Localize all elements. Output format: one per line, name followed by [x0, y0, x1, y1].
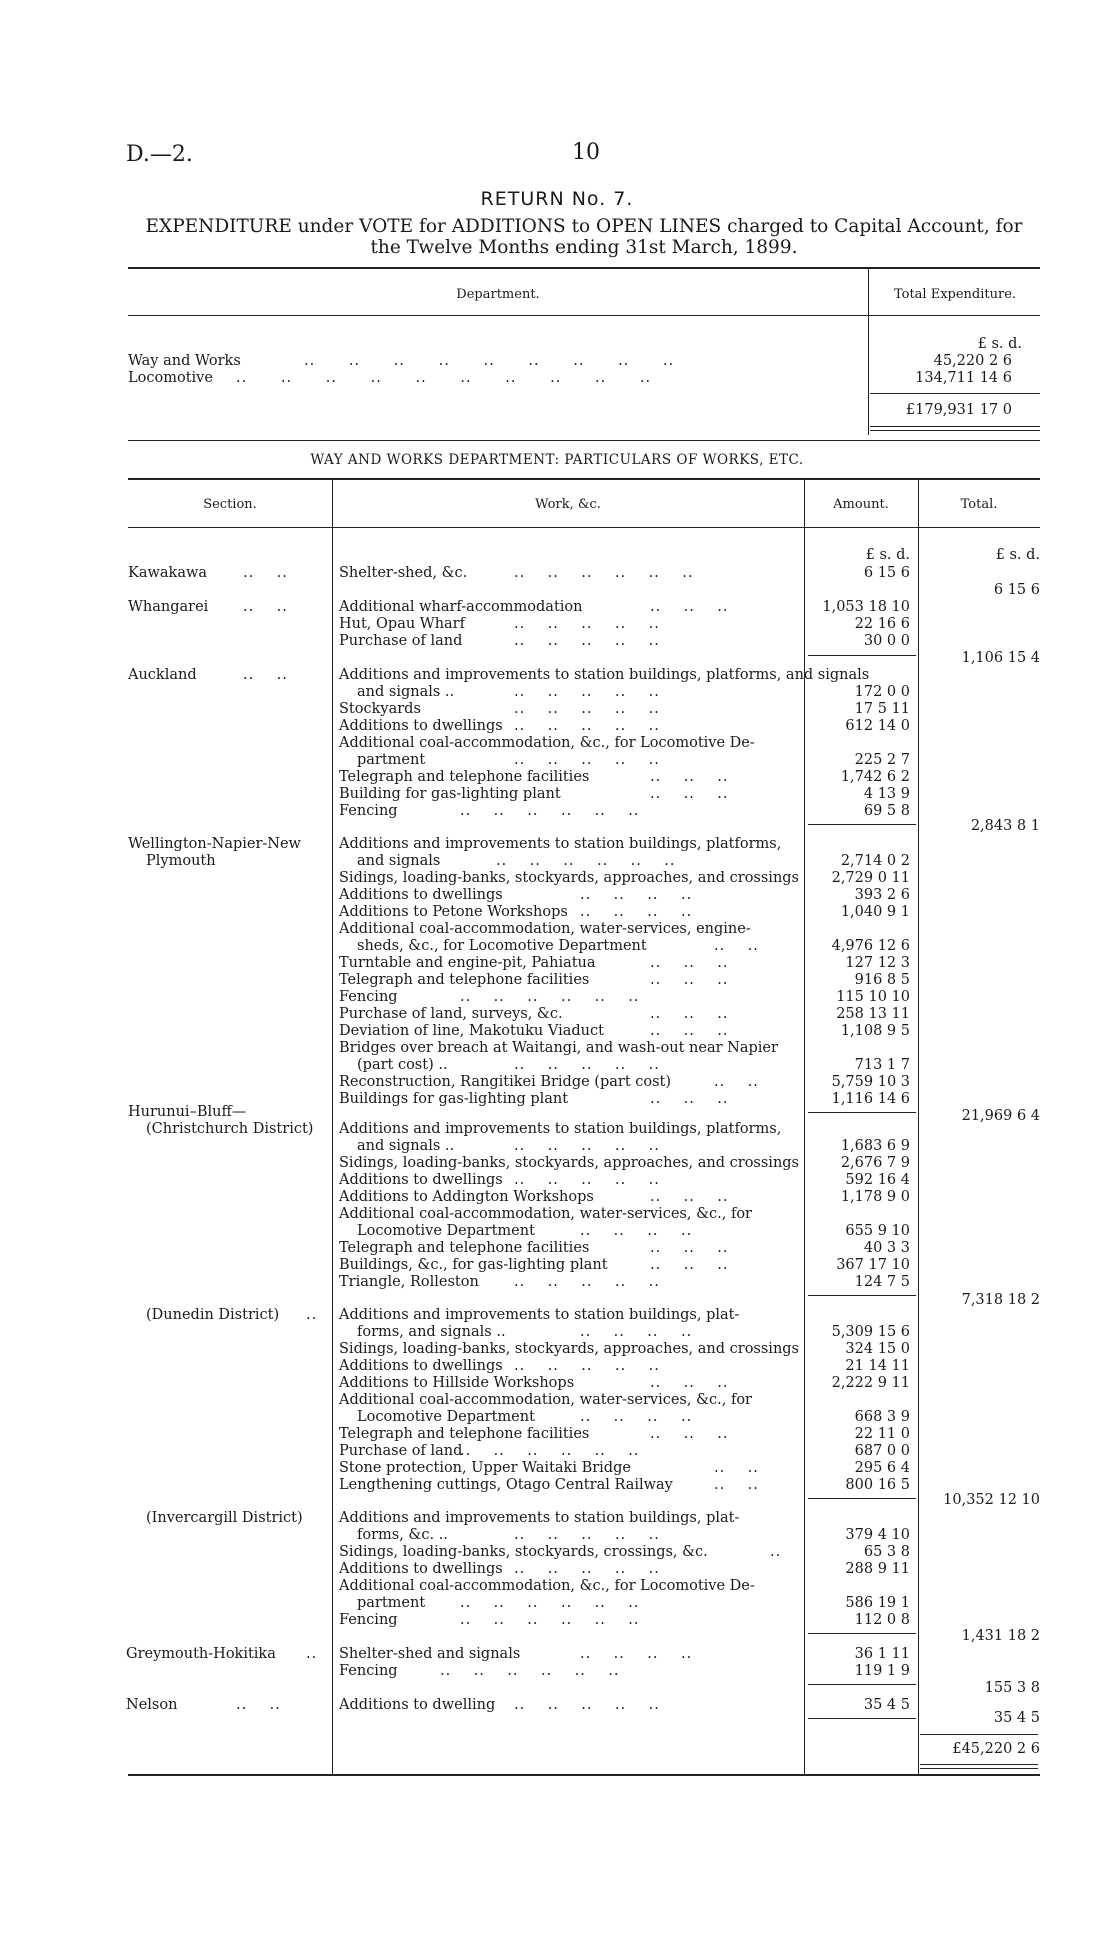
work-item: Telegraph and telephone facilities [339, 1426, 590, 1442]
work-item: Turntable and engine-pit, Pahiatua [339, 955, 596, 971]
section-name: (Dunedin District) [146, 1307, 280, 1323]
summary-total-rule [870, 430, 1040, 431]
subtotal-rule [808, 1718, 916, 1719]
subtotal-rule [808, 824, 916, 825]
section-name: Hurunui–Bluff— [128, 1104, 247, 1120]
leader-dots: .. .. [243, 667, 288, 683]
amount-value: 127 12 3 [845, 955, 910, 971]
amount-value: 2,714 0 2 [840, 853, 910, 869]
work-item-continuation: partment [357, 1595, 426, 1611]
work-item: Fencing [339, 1612, 398, 1628]
work-item: Buildings for gas-lighting plant [339, 1091, 569, 1107]
amount-value: 1,040 9 1 [840, 904, 910, 920]
work-item: Additions to dwellings [339, 1172, 503, 1188]
amount-value: 655 9 10 [845, 1223, 910, 1239]
leader-dots: .. .. .. [650, 972, 729, 988]
return-title: RETURN No. 7. [480, 188, 634, 210]
leader-dots: .. [306, 1646, 318, 1662]
work-item-continuation: (part cost) .. [357, 1057, 448, 1073]
amount-value: 21 14 11 [845, 1358, 910, 1374]
section-total: 7,318 18 2 [961, 1292, 1040, 1308]
summary-divider [868, 267, 869, 435]
amount-value: 612 14 0 [845, 718, 910, 734]
leader-dots: .. .. .. .. .. [514, 1561, 660, 1577]
leader-dots: .. .. .. [650, 1189, 729, 1205]
leader-dots: .. .. .. .. .. [514, 616, 660, 632]
work-item: Telegraph and telephone facilities [339, 1240, 590, 1256]
leader-dots: .. .. .. .. .. [514, 1057, 660, 1073]
work-item: Additions and improvements to station buildings, platforms, [339, 1121, 782, 1137]
summary-row-amount: 45,220 2 6 [933, 353, 1012, 369]
page-number: 10 [572, 140, 600, 165]
amount-value: 586 19 1 [845, 1595, 910, 1611]
amount-value: 112 0 8 [854, 1612, 910, 1628]
leader-dots: .. .. .. .. [580, 887, 693, 903]
leader-dots: .. .. [714, 1460, 759, 1476]
amount-value: 288 9 11 [845, 1561, 910, 1577]
details-top-rule [128, 478, 1040, 480]
amount-value: 69 5 8 [863, 803, 910, 819]
leader-dots: .. .. .. [650, 1006, 729, 1022]
amount-value: 6 15 6 [863, 565, 910, 581]
details-header-rule [128, 527, 1040, 528]
work-item: Reconstruction, Rangitikei Bridge (part cost) [339, 1074, 672, 1090]
leader-dots: .. .. .. [650, 599, 729, 615]
leader-dots: .. .. .. .. .. [514, 1358, 660, 1374]
total-header: Total. [960, 497, 998, 512]
amount-value: 36 1 11 [854, 1646, 910, 1662]
section-name-continuation: (Christchurch District) [146, 1121, 314, 1137]
leader-dots: .. .. .. .. .. .. [460, 1612, 640, 1628]
summary-department-header: Department. [456, 287, 540, 302]
work-item: Shelter-shed and signals [339, 1646, 521, 1662]
amount-value: 592 16 4 [845, 1172, 910, 1188]
section-total: 35 4 5 [993, 1710, 1040, 1726]
work-item: Lengthening cuttings, Otago Central Railway [339, 1477, 673, 1493]
summary-bottom-rule [128, 440, 1040, 441]
section-total: 1,431 18 2 [961, 1628, 1040, 1644]
section-name: Greymouth-Hokitika [126, 1646, 276, 1662]
leader-dots: .. .. .. [650, 1091, 729, 1107]
summary-currency-header: £ s. d. [977, 336, 1022, 352]
amount-value: 367 17 10 [836, 1257, 910, 1273]
work-item: Additional coal-accommodation, water-services, &c., for [339, 1206, 752, 1222]
subtotal-rule [808, 1112, 916, 1113]
leader-dots: .. .. [714, 938, 759, 954]
amount-value: 1,108 9 5 [840, 1023, 910, 1039]
section-total: 1,106 15 4 [961, 650, 1040, 666]
leader-dots: .. .. .. [650, 1240, 729, 1256]
work-item: Additional coal-accommodation, water-services, engine- [339, 921, 751, 937]
section-name: Kawakawa [128, 565, 208, 581]
leader-dots: .. .. .. .. .. [514, 1274, 660, 1290]
leader-dots: .. .. .. .. .. .. [460, 989, 640, 1005]
work-item-continuation: and signals .. [357, 684, 455, 700]
leader-dots: .. .. .. .. [580, 1646, 693, 1662]
work-item: Additions to dwellings [339, 1358, 503, 1374]
leader-dots: .. .. .. .. .. [514, 684, 660, 700]
leader-dots: .. .. .. .. .. .. [460, 1443, 640, 1459]
expenditure-title: EXPENDITURE under VOTE for ADDITIONS to OPEN LINES charged to Capital Account, for the Twelve Months ending 31st March, 1899. [145, 216, 1023, 258]
section-total: 21,969 6 4 [961, 1108, 1040, 1124]
leader-dots: .. .. .. [650, 786, 729, 802]
work-item: Additional coal-accommodation, water-services, &c., for [339, 1392, 752, 1408]
work-item: Purchase of land [339, 1443, 463, 1459]
summary-grand-total: £179,931 17 0 [905, 402, 1012, 418]
section-column-divider [332, 479, 333, 1775]
amount-header: Amount. [833, 497, 889, 512]
amount-value: 379 4 10 [845, 1527, 910, 1543]
work-item: Triangle, Rolleston [339, 1274, 479, 1290]
amount-value: 258 13 11 [836, 1006, 910, 1022]
amount-value: 1,742 6 2 [840, 769, 910, 785]
work-item: Additions to Addington Workshops [339, 1189, 594, 1205]
amount-value: 1,178 9 0 [840, 1189, 910, 1205]
work-item: Purchase of land [339, 633, 463, 649]
amount-value: 668 3 9 [854, 1409, 910, 1425]
leader-dots: .. .. .. [650, 1257, 729, 1273]
amount-value: 2,222 9 11 [831, 1375, 910, 1391]
summary-total-header: Total Expenditure. [893, 287, 1017, 302]
work-item-continuation: and signals [357, 853, 441, 869]
leader-dots: .. .. .. .. [580, 904, 693, 920]
work-item: Additions and improvements to station buildings, plat- [339, 1307, 740, 1323]
work-item: Building for gas-lighting plant [339, 786, 561, 802]
work-item-continuation: Locomotive Department [357, 1223, 535, 1239]
section-total: 2,843 8 1 [970, 818, 1040, 834]
work-item: Sidings, loading-banks, stockyards, approaches, and crossings [339, 870, 799, 886]
work-item-continuation: forms, and signals .. [357, 1324, 506, 1340]
amount-value: 115 10 10 [836, 989, 910, 1005]
leader-dots: .. .. .. [650, 1426, 729, 1442]
leader-dots: .. .. .. .. [580, 1409, 693, 1425]
leader-dots: .. .. .. .. .. [514, 701, 660, 717]
work-item: Additions to dwellings [339, 718, 503, 734]
work-item: Additions to Hillside Workshops [339, 1375, 575, 1391]
section-total: 10,352 12 10 [943, 1492, 1040, 1508]
work-item: Fencing [339, 989, 398, 1005]
section-total: 155 3 8 [984, 1680, 1040, 1696]
section-name: Wellington-Napier-New [128, 836, 301, 852]
work-item: Additions and improvements to station buildings, platforms, and signals [339, 667, 870, 683]
work-item: Additional coal-accommodation, &c., for Locomotive De- [339, 1578, 755, 1594]
amount-value: 17 5 11 [854, 701, 910, 717]
leader-dots: .. .. .. [650, 955, 729, 971]
leader-dots: .. .. [243, 565, 288, 581]
amount-value: 35 4 5 [863, 1697, 910, 1713]
section-name: Whangarei [128, 599, 209, 615]
leader-dots: .. .. .. .. .. .. [440, 1663, 620, 1679]
leader-dots: .. [306, 1307, 318, 1323]
summary-row-department: Locomotive [128, 370, 213, 386]
section-name: Nelson [126, 1697, 178, 1713]
leader-dots: .. .. .. .. .. [514, 752, 660, 768]
amount-value: 225 2 7 [854, 752, 910, 768]
work-item: Telegraph and telephone facilities [339, 972, 590, 988]
work-item: Purchase of land, surveys, &c. [339, 1006, 563, 1022]
subtotal-rule [808, 1633, 916, 1634]
work-item: Shelter-shed, &c. [339, 565, 468, 581]
work-item-continuation: Locomotive Department [357, 1409, 535, 1425]
section-name: Auckland [128, 667, 197, 683]
leader-dots: .. .. .. .. .. [514, 1172, 660, 1188]
section-header: Section. [203, 497, 257, 512]
work-item: Stockyards [339, 701, 421, 717]
work-item-continuation: partment [357, 752, 426, 768]
amount-value: 124 7 5 [854, 1274, 910, 1290]
summary-top-rule [128, 267, 1040, 269]
amount-value: 2,676 7 9 [840, 1155, 910, 1171]
leader-dots: .. .. .. .. .. .. [460, 1595, 640, 1611]
leader-dots: .. .. [714, 1477, 759, 1493]
leader-dots: .. .. .. .. .. .. [460, 803, 640, 819]
work-item: Fencing [339, 803, 398, 819]
work-item-continuation: forms, &c. .. [357, 1527, 448, 1543]
grand-total: £45,220 2 6 [952, 1741, 1040, 1757]
work-item: Deviation of line, Makotuku Viaduct [339, 1023, 604, 1039]
particulars-caption: WAY AND WORKS DEPARTMENT: PARTICULARS OF WORKS, ETC. [310, 452, 804, 468]
work-item: Sidings, loading-banks, stockyards, approaches, and crossings [339, 1341, 799, 1357]
leader-dots: .. .. .. .. .. .. .. .. .. [304, 353, 675, 369]
work-item: Sidings, loading-banks, stockyards, crossings, &c. [339, 1544, 708, 1560]
amount-value: 713 1 7 [854, 1057, 910, 1073]
amount-value: 22 11 0 [854, 1426, 910, 1442]
leader-dots: .. .. .. .. .. [514, 1527, 660, 1543]
summary-header-rule [128, 315, 1040, 316]
work-item: Additions to dwelling [339, 1697, 496, 1713]
section-name-continuation: Plymouth [146, 853, 216, 869]
leader-dots: .. .. [236, 1697, 281, 1713]
amount-value: 22 16 6 [854, 616, 910, 632]
summary-row-department: Way and Works [128, 353, 241, 369]
leader-dots: .. .. .. .. .. .. [496, 853, 676, 869]
section-total: 6 15 6 [993, 582, 1040, 598]
document-code: D.—2. [126, 142, 193, 167]
work-item: Bridges over breach at Waitangi, and wash-out near Napier [339, 1040, 778, 1056]
leader-dots: .. .. .. .. [580, 1223, 693, 1239]
work-item: Hut, Opau Wharf [339, 616, 465, 632]
work-item-continuation: and signals .. [357, 1138, 455, 1154]
leader-dots: .. .. [243, 599, 288, 615]
amount-value: 687 0 0 [854, 1443, 910, 1459]
amount-currency-header: £ s. d. [865, 547, 910, 563]
amount-value: 800 16 5 [845, 1477, 910, 1493]
work-item: Sidings, loading-banks, stockyards, approaches, and crossings [339, 1155, 799, 1171]
work-item: Additions and improvements to station buildings, plat- [339, 1510, 740, 1526]
work-item-continuation: sheds, &c., for Locomotive Department [357, 938, 647, 954]
amount-value: 40 3 3 [863, 1240, 910, 1256]
total-currency-header: £ s. d. [995, 547, 1040, 563]
grand-total-rule [920, 1764, 1038, 1765]
work-item: Additions to dwellings [339, 1561, 503, 1577]
subtotal-rule [808, 655, 916, 656]
leader-dots: .. [770, 1544, 782, 1560]
summary-row-amount: 134,711 14 6 [915, 370, 1012, 386]
work-item: Additional coal-accommodation, &c., for Locomotive De- [339, 735, 755, 751]
amount-value: 30 0 0 [863, 633, 910, 649]
work-item: Additions and improvements to station buildings, platforms, [339, 836, 782, 852]
work-item: Additions to dwellings [339, 887, 503, 903]
amount-value: 916 8 5 [854, 972, 910, 988]
leader-dots: .. .. .. .. .. .. [514, 565, 694, 581]
work-item: Additions to Petone Workshops [339, 904, 568, 920]
grand-total-top-rule [920, 1734, 1038, 1735]
leader-dots: .. .. .. .. .. [514, 633, 660, 649]
subtotal-rule [808, 1498, 916, 1499]
leader-dots: .. .. .. .. .. [514, 1697, 660, 1713]
amount-value: 295 6 4 [854, 1460, 910, 1476]
work-header: Work, &c. [535, 497, 601, 512]
amount-column-divider [918, 479, 919, 1775]
amount-value: 172 0 0 [854, 684, 910, 700]
amount-value: 4 13 9 [863, 786, 910, 802]
work-item: Telegraph and telephone facilities [339, 769, 590, 785]
leader-dots: .. .. [714, 1074, 759, 1090]
amount-value: 324 15 0 [845, 1341, 910, 1357]
work-item: Stone protection, Upper Waitaki Bridge [339, 1460, 631, 1476]
leader-dots: .. .. .. [650, 1023, 729, 1039]
work-item: Buildings, &c., for gas-lighting plant [339, 1257, 608, 1273]
amount-value: 393 2 6 [854, 887, 910, 903]
amount-value: 4,976 12 6 [831, 938, 910, 954]
grand-total-rule [920, 1768, 1038, 1769]
amount-value: 1,683 6 9 [840, 1138, 910, 1154]
subtotal-rule [808, 1684, 916, 1685]
subtotal-rule [808, 1295, 916, 1296]
amount-value: 119 1 9 [854, 1663, 910, 1679]
summary-total-rule [870, 426, 1040, 427]
work-item: Additional wharf-accommodation [339, 599, 583, 615]
leader-dots: .. .. .. .. .. [514, 718, 660, 734]
work-item: Fencing [339, 1663, 398, 1679]
section-name: (Invercargill District) [146, 1510, 303, 1526]
leader-dots: .. .. .. .. .. .. .. .. .. .. [236, 370, 652, 386]
leader-dots: .. .. .. [650, 1375, 729, 1391]
amount-value: 5,309 15 6 [831, 1324, 910, 1340]
summary-subtotal-rule [870, 393, 1040, 394]
amount-value: 1,053 18 10 [822, 599, 910, 615]
amount-value: 1,116 14 6 [831, 1091, 910, 1107]
details-bottom-rule [128, 1774, 1040, 1776]
amount-value: 65 3 8 [863, 1544, 910, 1560]
amount-value: 5,759 10 3 [831, 1074, 910, 1090]
leader-dots: .. .. .. [650, 769, 729, 785]
leader-dots: .. .. .. .. .. [514, 1138, 660, 1154]
leader-dots: .. .. .. .. [580, 1324, 693, 1340]
amount-value: 2,729 0 11 [831, 870, 910, 886]
